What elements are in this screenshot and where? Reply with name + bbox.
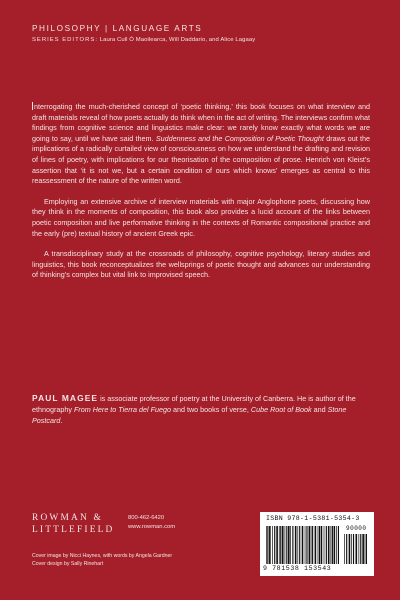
barcode-bar bbox=[282, 526, 284, 564]
barcode-bar bbox=[366, 534, 367, 564]
barcode-bar bbox=[290, 526, 291, 564]
author-bio-end: . bbox=[60, 415, 63, 425]
barcode-bar bbox=[312, 526, 313, 564]
barcode-bar bbox=[279, 526, 280, 564]
description-p1-text-b: draws out the implications of a radically curtailed view of consciousness on how we understand the drafting and revision of lines of poetry, with implications for our theorisation of the composition of prose. Henrich von Kleist’s assertion that ‘it is not we, but a certain condition of ours which knows’ emerges as central to this reassessment of the nature of the written word. bbox=[32, 133, 371, 186]
barcode-bar bbox=[365, 534, 366, 564]
book-title-inline: Suddenness and the Composition of Poetic Thought bbox=[155, 133, 324, 143]
publisher-logo-line-1: ROWMAN & bbox=[32, 513, 103, 523]
book-description bbox=[32, 102, 370, 291]
barcode-bar bbox=[338, 526, 339, 564]
cover-design-credit: Cover design by Sally Rinehart bbox=[32, 561, 104, 567]
barcode-addon-code: 90000 bbox=[346, 525, 367, 532]
barcode-bar bbox=[295, 526, 297, 564]
isbn-barcode bbox=[260, 512, 374, 576]
barcode-bar bbox=[272, 526, 273, 564]
barcode-bar bbox=[311, 526, 312, 564]
barcode-bar bbox=[305, 526, 306, 564]
barcode-bar bbox=[334, 526, 336, 564]
publisher-contact bbox=[128, 514, 175, 532]
addon-barcode-bars bbox=[344, 534, 370, 564]
description-paragraph-1 bbox=[32, 102, 370, 187]
description-paragraph-2: Employing an extensive archive of interview materials with major Anglophone poets, discussing how they think in the moments of composition, this book also provides a lucid account of the links between poetic composition and live performative thinking in the contexts of Romantic compositional practice and the early (pre) textual history of ancient Greek epic. bbox=[32, 196, 370, 238]
ean-digits: 9 781538 153543 bbox=[263, 565, 332, 572]
publisher-logo-line-2: LITTLEFIELD bbox=[32, 525, 115, 535]
author-bio bbox=[32, 393, 370, 426]
barcode-bar bbox=[321, 526, 323, 564]
barcode-bar bbox=[315, 526, 317, 564]
barcode-bar bbox=[302, 526, 304, 564]
series-header bbox=[32, 24, 382, 43]
barcode-bar bbox=[274, 526, 275, 564]
barcode-bar bbox=[349, 534, 351, 564]
author-bio-text-a: is associate professor of poetry at the University of Canberra. He is author of the ethnography bbox=[32, 394, 356, 414]
barcode-bar bbox=[297, 526, 298, 564]
isbn-number: ISBN 978-1-5381-5354-3 bbox=[266, 515, 360, 522]
barcode-bar bbox=[344, 534, 345, 564]
series-editors-label: SERIES EDITORS: bbox=[32, 37, 98, 43]
publisher-logo bbox=[32, 512, 115, 536]
barcode-bar bbox=[299, 526, 300, 564]
author-bio-text-c: and bbox=[313, 404, 326, 414]
author-bio-text-b: and two books of verse, bbox=[172, 404, 249, 414]
barcode-bar bbox=[353, 534, 354, 564]
barcode-bar bbox=[336, 526, 337, 564]
ean-barcode-bars bbox=[266, 526, 340, 564]
cover-credits bbox=[32, 552, 172, 568]
publisher-phone: 800-462-6420 bbox=[128, 515, 165, 521]
barcode-bar bbox=[266, 526, 267, 564]
barcode-bar bbox=[359, 534, 360, 564]
barcode-bar bbox=[356, 534, 358, 564]
barcode-bar bbox=[292, 526, 293, 564]
barcode-bar bbox=[319, 526, 320, 564]
series-category: PHILOSOPHY | LANGUAGE ARTS bbox=[32, 24, 203, 33]
barcode-bar bbox=[318, 526, 319, 564]
barcode-bar bbox=[331, 526, 332, 564]
publisher-website: www.rowman.com bbox=[128, 524, 176, 530]
barcode-bar bbox=[276, 526, 278, 564]
series-editors bbox=[32, 37, 382, 43]
barcode-bar bbox=[309, 526, 311, 564]
barcode-bar bbox=[332, 526, 333, 564]
description-p1-text-a: nterrogating the much-cherished concept of ‘poetic thinking,’ this book focuses on what interview and draft materials reveal of how poets actually do think when in the act of writing. The interviews confirm what findings from cognitive science and linguistics make clear: we rarely know exactly what words we are going to say, until we have said them. bbox=[32, 102, 370, 143]
barcode-bar bbox=[328, 526, 330, 564]
author-book-2: Cube Root of Book bbox=[250, 404, 312, 414]
barcode-bar bbox=[360, 534, 361, 564]
barcode-bar bbox=[326, 526, 327, 564]
barcode-bar bbox=[346, 534, 347, 564]
cover-image-credit: Cover image by Nicci Haynes, with words by Angela Gardner bbox=[32, 553, 173, 559]
barcode-bar bbox=[288, 526, 290, 564]
barcode-bar bbox=[362, 534, 364, 564]
barcode-bar bbox=[267, 526, 268, 564]
barcode-bar bbox=[351, 534, 352, 564]
barcode-bar bbox=[280, 526, 281, 564]
author-name: PAUL MAGEE bbox=[32, 393, 99, 403]
author-book-3: Stone Postcard bbox=[32, 404, 347, 425]
description-paragraph-3: A transdisciplinary study at the crossroads of philosophy, cognitive psychology, literary studies and linguistics, this book reconceptualizes the wellsprings of poetic thought and advances our understanding of thinking’s complex but vital link to improvised speech. bbox=[32, 249, 370, 280]
barcode-bar bbox=[306, 526, 307, 564]
series-editors-names: Laura Cull Ó Maoilearca, Will Daddario, and Alice Lagaay bbox=[99, 37, 256, 43]
barcode-bar bbox=[324, 526, 325, 564]
barcode-bar bbox=[285, 526, 286, 564]
barcode-bar bbox=[269, 526, 271, 564]
barcode-bar bbox=[286, 526, 287, 564]
author-book-1: From Here to Tierra del Fuego bbox=[73, 404, 171, 414]
